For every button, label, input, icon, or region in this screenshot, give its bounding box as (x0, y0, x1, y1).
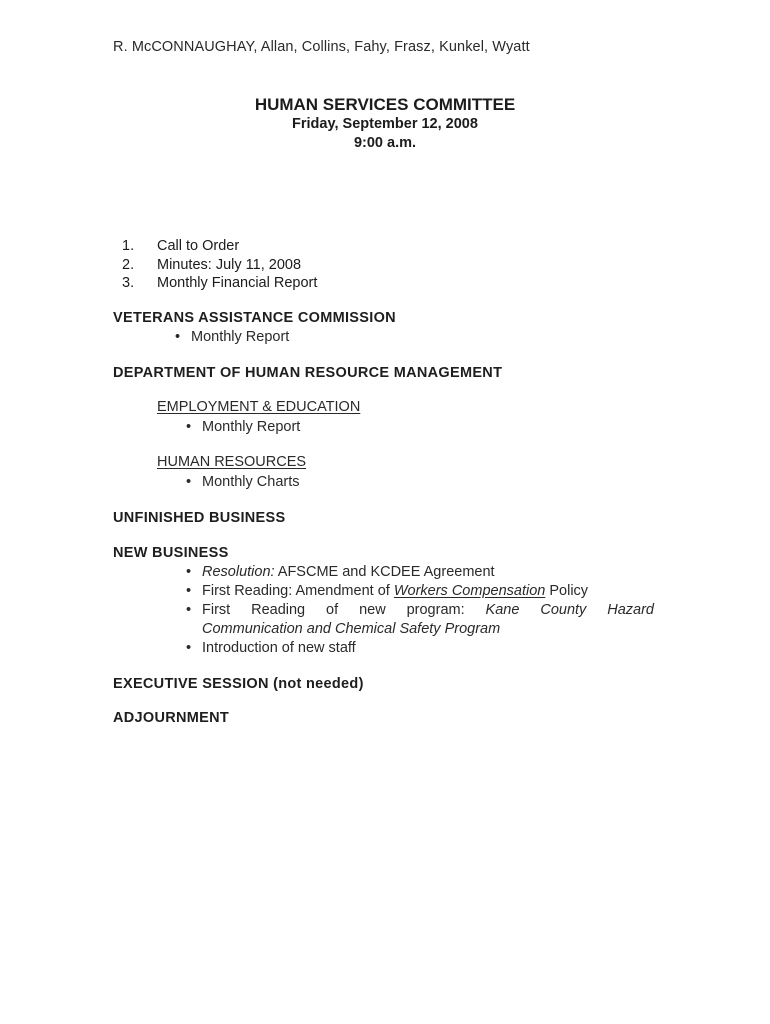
meeting-time (0, 135, 770, 151)
hrm-heading: DEPARTMENT OF HUMAN RESOURCE MANAGEMENT (113, 365, 503, 381)
new-business-heading: NEW BUSINESS (113, 545, 229, 561)
unfinished-heading: UNFINISHED BUSINESS (113, 510, 286, 526)
resolution-text: AFSCME and KCDEE Agreement (274, 564, 495, 580)
veterans-list (175, 328, 289, 347)
word: program: (406, 602, 465, 618)
workers-compensation-text: Workers Compensation (393, 583, 546, 599)
list-item (186, 601, 654, 639)
justified-line (202, 601, 654, 620)
word: Reading (251, 602, 306, 618)
list-item (122, 274, 317, 293)
numbered-agenda-list (122, 237, 317, 293)
meeting-date-text: Friday, September 12, 2008 (292, 116, 478, 132)
list-item: • Monthly Charts (186, 473, 300, 492)
committee-title-text: HUMAN SERVICES COMMITTEE (254, 95, 516, 114)
resolution-label: Resolution: (202, 564, 275, 580)
word: Kane (485, 602, 520, 618)
committee-title (0, 95, 770, 115)
list-item: • Monthly Report (175, 328, 289, 347)
meeting-date (0, 116, 770, 132)
item-text: Minutes: July 11, 2008 (157, 256, 302, 273)
first-reading-prefix: First Reading: Amendment of (202, 583, 394, 599)
new-business-list (186, 563, 654, 658)
item-text: Monthly Financial Report (157, 275, 318, 291)
item-text: Call to Order (157, 238, 240, 254)
word: Hazard (607, 602, 654, 618)
program-name-line2: Communication and Chemical Safety Program (202, 621, 501, 637)
executive-session-heading: EXECUTIVE SESSION (not needed) (113, 676, 364, 692)
human-resources-list (186, 473, 300, 492)
first-reading-suffix: Policy (545, 583, 589, 599)
list-item (186, 582, 654, 601)
employment-list (186, 418, 300, 437)
adjournment-heading: ADJOURNMENT (113, 710, 230, 726)
item-number: 3. (122, 275, 135, 291)
list-item (186, 563, 654, 582)
human-resources-heading: HUMAN RESOURCES (157, 454, 307, 470)
list-item: • Monthly Report (186, 418, 300, 437)
veterans-heading: VETERANS ASSISTANCE COMMISSION (113, 310, 396, 326)
word: new (359, 602, 386, 618)
word: County (540, 602, 587, 618)
meeting-time-text: 9:00 a.m. (353, 135, 417, 151)
list-item: • Introduction of new staff (186, 639, 654, 658)
list-item (122, 256, 317, 275)
word: of (326, 602, 339, 618)
word: • First (202, 602, 231, 618)
item-number: 1. (122, 238, 135, 254)
committee-members: R. McCONNAUGHAY, Allan, Collins, Fahy, Frasz, Kunkel, Wyatt (113, 39, 530, 55)
employment-heading: EMPLOYMENT & EDUCATION (157, 399, 361, 415)
list-item (122, 237, 317, 256)
item-number: 2. (122, 256, 135, 273)
